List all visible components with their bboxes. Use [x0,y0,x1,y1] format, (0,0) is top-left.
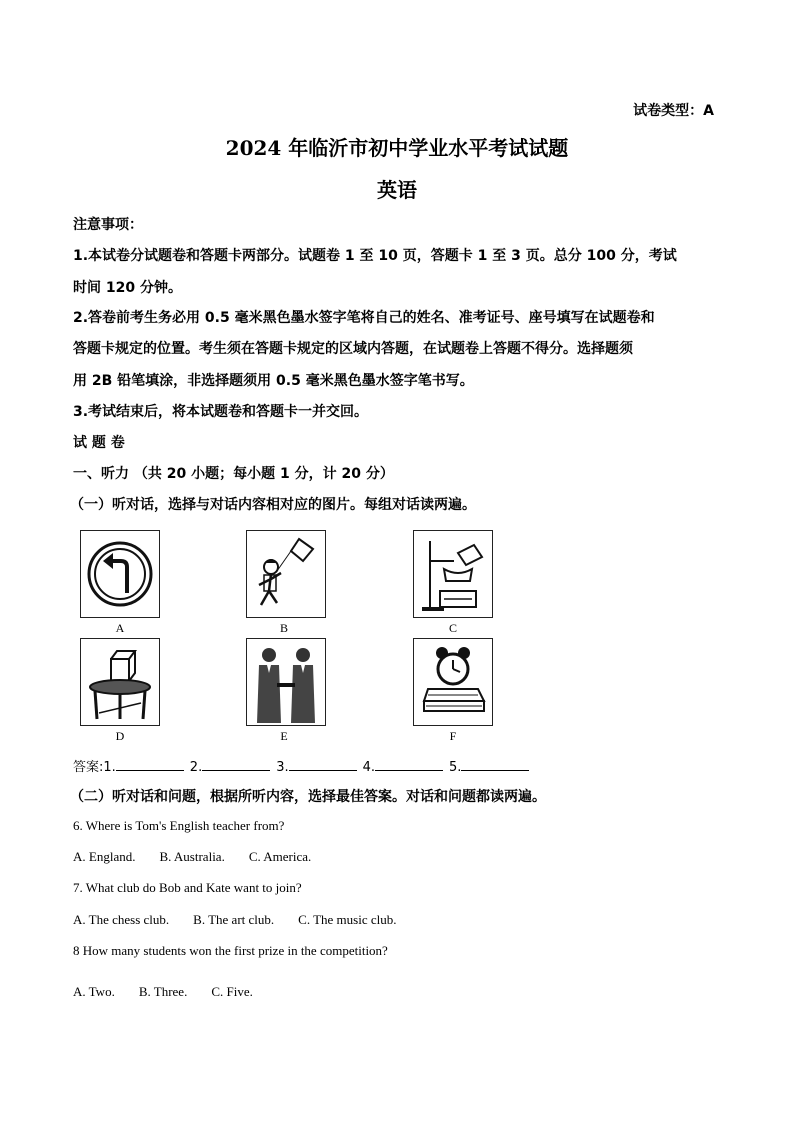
option-b[interactable]: B. Three. [138,984,188,999]
question-6: 6. Where is Tom's English teacher from? [73,818,285,833]
picture-e [246,638,326,726]
page-title: 2024 年临沂市初中学业水平考试试题 [225,136,569,160]
answer-line [73,756,535,775]
picture-f [413,638,493,726]
question-6-options [73,849,335,865]
answer-blank[interactable] [375,758,443,771]
option-b[interactable]: B. Australia. [159,849,225,864]
notice-line: 时间 120 分钟。 [73,280,182,296]
answer-item-2[interactable]: 2. [190,760,276,775]
subject-title: 英语 [377,178,417,202]
answer-prefix: 答案: [73,760,104,775]
picture-c [413,530,493,618]
question-8: 8 How many students won the first prize in the competition? [73,943,388,958]
sub-heading: （一）听对话，选择与对话内容相对应的图片。每组对话读两遍。 [70,497,476,513]
notice-line: 1.本试卷分试题卷和答题卡两部分。试题卷 1 至 10 页，答题卡 1 至 3 页。总分 100 分，考试 [73,248,677,264]
option-b[interactable]: B. The art club. [193,912,275,927]
alarm-clock-on-books-icon [414,639,492,725]
boy-flying-kite-icon [247,531,325,617]
question-7-options [73,912,421,928]
option-a[interactable]: A. England. [73,849,136,864]
picture-a [80,530,160,618]
picture-d [80,638,160,726]
handshake-icon [247,639,325,725]
answer-item-5[interactable]: 5. [449,760,535,775]
notice-line: 答题卡规定的位置。考生须在答题卡规定的区域内答题，在试题卷上答题不得分。选择题须 [73,341,633,357]
notice-line: 用 2B 铅笔填涂，非选择题须用 0.5 毫米黑色墨水签字笔书写。 [73,373,474,389]
picture-label: F [449,729,457,743]
option-a[interactable]: A. Two. [73,984,115,999]
notice-heading: 注意事项： [73,217,143,233]
answer-item-3[interactable]: 3. [276,760,362,775]
question-8-options [73,984,277,1000]
answer-blank[interactable] [461,758,529,771]
picture-label: E [280,729,288,743]
notice-line: 3.考试结束后，将本试题卷和答题卡一并交回。 [73,404,369,420]
answer-item-4[interactable]: 4. [363,760,449,775]
picture-label: A [115,621,125,635]
question-7: 7. What club do Bob and Kate want to join? [73,880,302,895]
answer-blank[interactable] [202,758,270,771]
picture-label: D [115,729,125,743]
option-c[interactable]: C. Five. [211,984,253,999]
picture-b [246,530,326,618]
turn-left-sign-icon [81,531,159,617]
box-on-table-icon [81,639,159,725]
answer-item-1[interactable]: 1. [103,760,189,775]
option-a[interactable]: A. The chess club. [73,912,170,927]
sub-heading: （二）听对话和问题，根据所听内容，选择最佳答案。对话和问题都读两遍。 [70,789,546,805]
picture-label: C [448,621,457,635]
paper-label: 试 题 卷 [73,435,125,451]
paper-type: 试卷类型：A [633,103,714,119]
option-c[interactable]: C. The music club. [298,912,397,927]
answer-blank[interactable] [289,758,357,771]
lab-experiment-icon [414,531,492,617]
part-heading: 一、听力 （共 20 小题；每小题 1 分，计 20 分） [73,466,394,482]
picture-label: B [279,621,288,635]
notice-line: 2.答卷前考生务必用 0.5 毫米黑色墨水签字笔将自己的姓名、准考证号、座号填写在试题卷和 [73,310,655,326]
answer-blank[interactable] [116,758,184,771]
option-c[interactable]: C. America. [248,849,312,864]
